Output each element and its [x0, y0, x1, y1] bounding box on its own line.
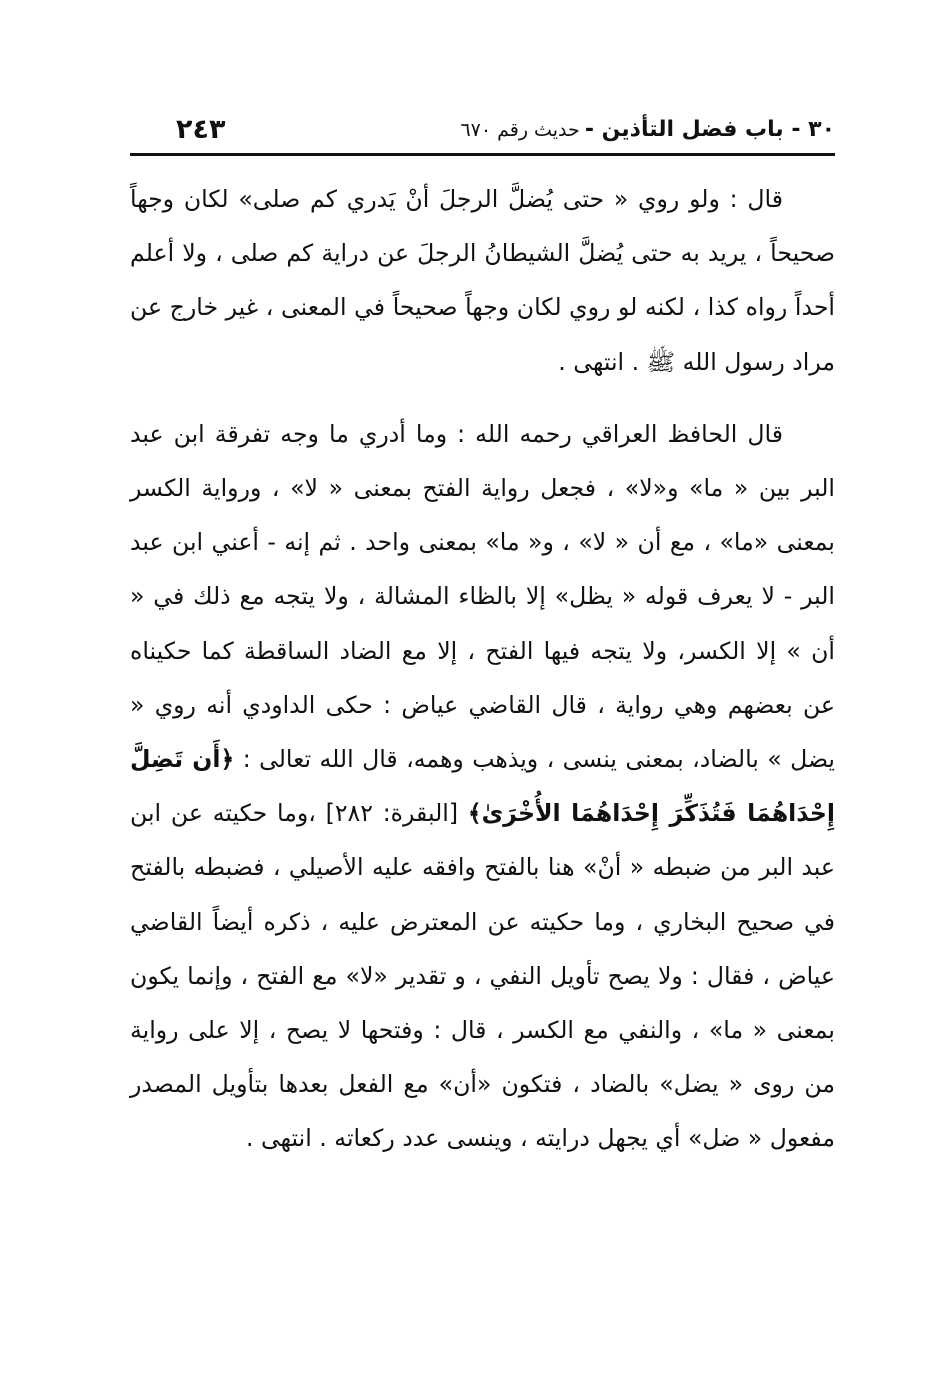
quran-verse: ﴿أَن تَضِلَّ إِحْدَاهُمَا فَتُذَكِّرَ إِحْدَاهُمَا الأُخْرَىٰ﴾: [130, 745, 835, 828]
chapter-title: ٣٠ - باب فضل التأذين -: [584, 117, 835, 142]
paragraph-2-text-b: [البقرة: ٢٨٢] ،وما حكيته عن ابن عبد البر من ضبطه « أنْ» هنا بالفتح وافقه عليه الأصيلي ، فضبطه بالفتح في صحيح البخاري ، وما حكيته عن المعترض عليه ، ذكره أيضاً القاضي عياض ، فقال : ولا يصح تأويل النفي ، و تقدير «لا» مع الفتح ، وإنما يكون بمعنى « ما» ، والنفي مع الكسر ، قال : وفتحها لا يصح ، إلا على رواية من روى « يضل» بالضاد ، فتكون «أن» مع الفعل بعدها بتأويل المصدر مفعول « ضل» أي يجهل درايته ، وينسى عدد ركعاته . انتهى .: [130, 799, 835, 1153]
paragraph-2-text-a: قال الحافظ العراقي رحمه الله : وما أدري ما وجه تفرقة ابن عبد البر بين « ما» و«لا» ، فجعل رواية الفتح بمعنى « لا» ، ورواية الكسر بمعنى «ما» ، مع أن « لا» ، و« ما» بمعنى واحد . ثم إنه - أعني ابن عبد البر - لا يعرف قوله « يظل» إلا بالظاء المشالة ، ولا يتجه مع ذلك في « أن » إلا الكسر، ولا يتجه فيها الفتح ، إلا مع الضاد الساقطة كما حكيناه عن بعضهم وهي رواية ، قال القاضي عياض : حكى الداودي أنه روي « يضل » بالضاد، بمعنى ينسى ، ويذهب وهمه، قال الله تعالى :: [130, 419, 835, 774]
page-header: [130, 108, 835, 156]
header-rule: [130, 153, 835, 156]
hadith-reference: حديث رقم ٦٧٠: [460, 119, 580, 141]
page-body: [130, 172, 835, 1166]
paragraph-2: [130, 407, 835, 1166]
page-number: ٢٤٣: [130, 110, 235, 150]
paragraph-1: قال : ولو روي « حتى يُضلَّ الرجلَ أنْ يَدري كم صلى» لكان وجهاً صحيحاً ، يريد به حتى يُضلَّ الشيطانُ الرجلَ عن دراية كم صلى ، ولا أعلم أحداً رواه كذا ، لكنه لو روي لكان وجهاً صحيحاً في المعنى ، غير خارج عن مراد رسول الله ﷺ . انتهى .: [130, 185, 835, 376]
running-title: [448, 110, 835, 151]
